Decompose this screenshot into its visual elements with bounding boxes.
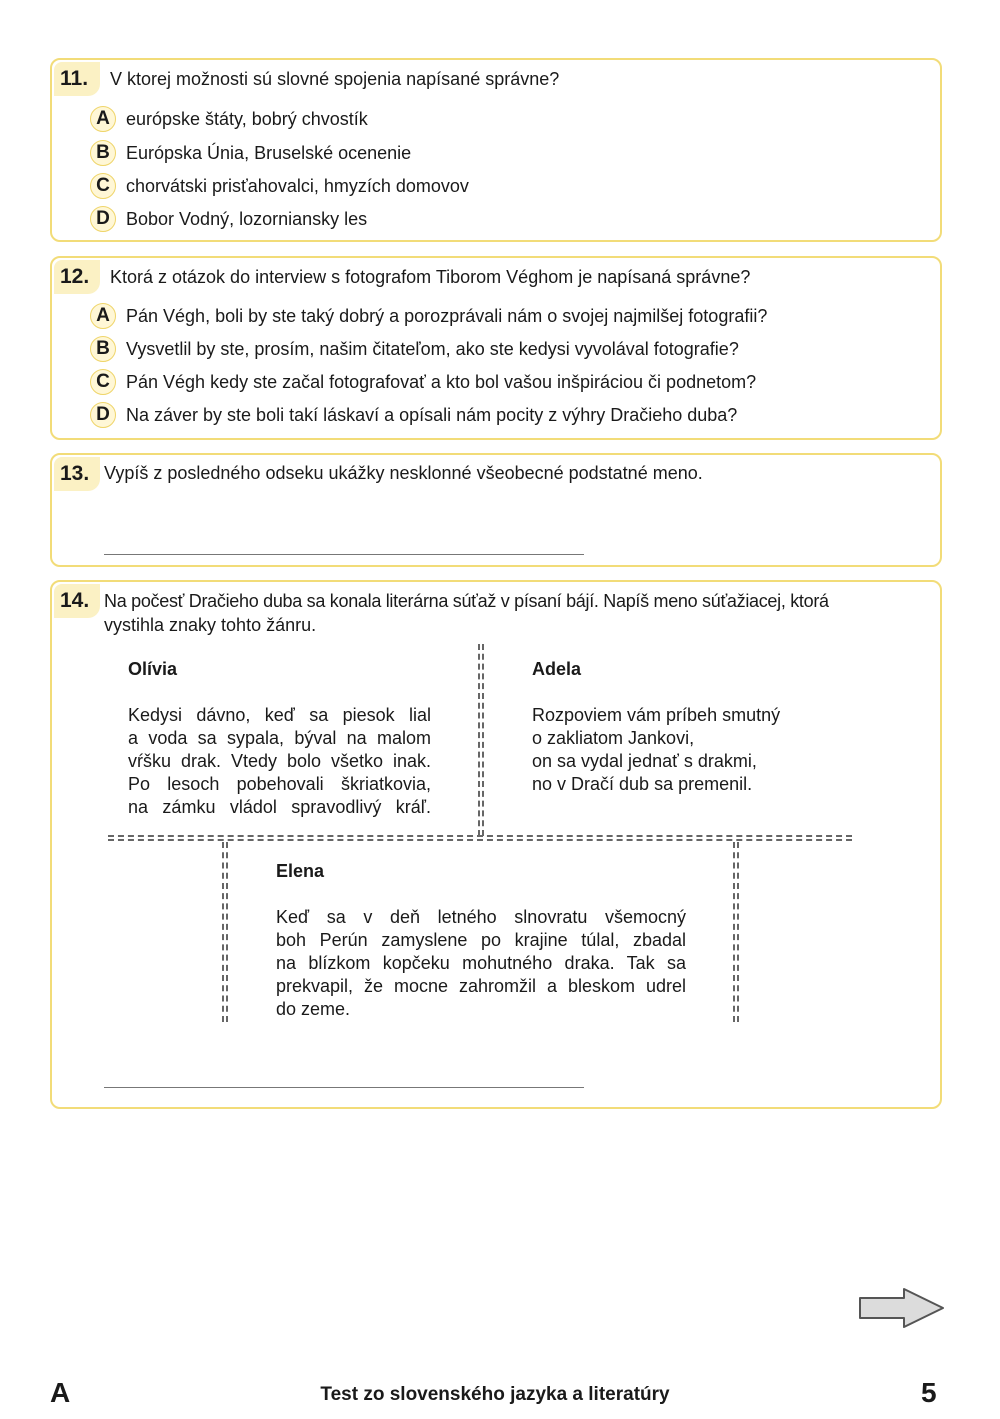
question-text: Ktorá z otázok do interview s fotografom Tiborom Véghom je napísaná správne? xyxy=(110,267,751,287)
question-number: 14. xyxy=(54,584,100,618)
right-arrow-icon[interactable] xyxy=(858,1287,946,1329)
option-text: Na záver by ste boli takí láskaví a opísali nám pocity z výhry Dračieho duba? xyxy=(126,404,738,425)
option-letter: A xyxy=(90,106,116,132)
option-c[interactable] xyxy=(90,172,469,200)
option-letter: C xyxy=(90,173,116,199)
text-line: do zeme. xyxy=(276,999,351,1019)
divider-vertical xyxy=(222,842,228,1022)
page-number: 5 xyxy=(921,1377,937,1408)
divider-horizontal xyxy=(108,835,852,841)
footer-title: Test zo slovenského jazyka a literatúry xyxy=(320,1384,670,1405)
option-a[interactable] xyxy=(90,105,368,133)
text-line: boh Perún zamyslene po krajine túlal, zbadal xyxy=(276,930,686,950)
text-line: on sa vydal jednať s drakmi, xyxy=(532,751,757,771)
question-text: Vypíš z posledného odseku ukážky nesklonné všeobecné podstatné meno. xyxy=(104,463,703,483)
question-12-box xyxy=(50,256,942,440)
text-line: no v Dračí dub sa premenil. xyxy=(532,774,753,794)
option-text: európske štáty, bobrý chvostík xyxy=(126,108,368,129)
question-number: 13. xyxy=(54,457,100,491)
text-line: na zámku vládol spravodlivý kráľ. xyxy=(128,797,431,817)
option-c[interactable] xyxy=(90,368,756,396)
option-b[interactable] xyxy=(90,335,739,363)
option-text: Európska Únia, Bruselské ocenenie xyxy=(126,142,412,163)
option-letter: B xyxy=(90,140,116,166)
text-line: vŕšku drak. Vtedy bolo všetko inak. xyxy=(128,751,431,771)
divider-vertical xyxy=(478,644,484,836)
entry-name-elena: Elena xyxy=(276,861,325,881)
option-letter: D xyxy=(90,206,116,232)
text-line: Kedysi dávno, keď sa piesok lial xyxy=(128,705,431,725)
question-number: 12. xyxy=(54,260,100,294)
option-text: Vysvetlil by ste, prosím, našim čitateľom, ako ste kedysi vyvolával fotografie? xyxy=(126,338,739,359)
question-11-box xyxy=(50,58,942,242)
text-line: na blízkom kopčeku mohutného draka. Tak sa xyxy=(276,953,686,973)
divider-vertical xyxy=(733,842,739,1022)
option-letter: A xyxy=(90,303,116,329)
option-letter: D xyxy=(90,402,116,428)
option-text: Pán Végh kedy ste začal fotografovať a kto bol vašou inšpiráciou či podnetom? xyxy=(126,371,757,392)
text-line: Keď sa v deň letného slnovratu všemocný xyxy=(276,907,686,927)
question-13-box xyxy=(50,453,942,567)
entry-text-adela xyxy=(532,704,780,796)
question-text: V ktorej možnosti sú slovné spojenia napísané správne? xyxy=(110,69,560,89)
question-text-line-1: Na počesť Dračieho duba sa konala literárna súťaž v písaní bájí. Napíš meno súťažiacej, ktorá xyxy=(104,591,829,611)
test-variant: A xyxy=(50,1377,71,1408)
option-letter: C xyxy=(90,369,116,395)
text-line: Po lesoch pobehovali škriatkovia, xyxy=(128,774,431,794)
text-line: o zakliatom Jankovi, xyxy=(532,728,695,748)
question-14-box xyxy=(50,580,942,1109)
option-a[interactable] xyxy=(90,302,767,330)
option-b[interactable] xyxy=(90,139,411,167)
text-line: Rozpoviem vám príbeh smutný xyxy=(532,705,781,725)
entry-text-olivia xyxy=(128,704,431,819)
option-d[interactable] xyxy=(90,205,367,233)
option-text: Pán Végh, boli by ste taký dobrý a porozprávali nám o svojej najmilšej fotografii? xyxy=(126,305,768,326)
entry-name-adela: Adela xyxy=(532,659,582,679)
text-line: a voda sa sypala, býval na malom xyxy=(128,728,431,748)
text-line: prekvapil, že mocne zahromžil a bleskom udrel xyxy=(276,976,686,996)
entry-text-elena xyxy=(276,906,686,1021)
option-d[interactable] xyxy=(90,401,737,429)
answer-line[interactable] xyxy=(104,554,584,555)
question-text-line-2: vystihla znaky tohto žánru. xyxy=(104,615,317,635)
entry-name-olivia: Olívia xyxy=(128,659,178,679)
option-text: Bobor Vodný, lozorniansky les xyxy=(126,208,368,229)
answer-line[interactable] xyxy=(104,1087,584,1088)
question-number: 11. xyxy=(54,62,100,96)
option-letter: B xyxy=(90,336,116,362)
option-text: chorvátski prisťahovalci, hmyzích domovov xyxy=(126,175,469,196)
